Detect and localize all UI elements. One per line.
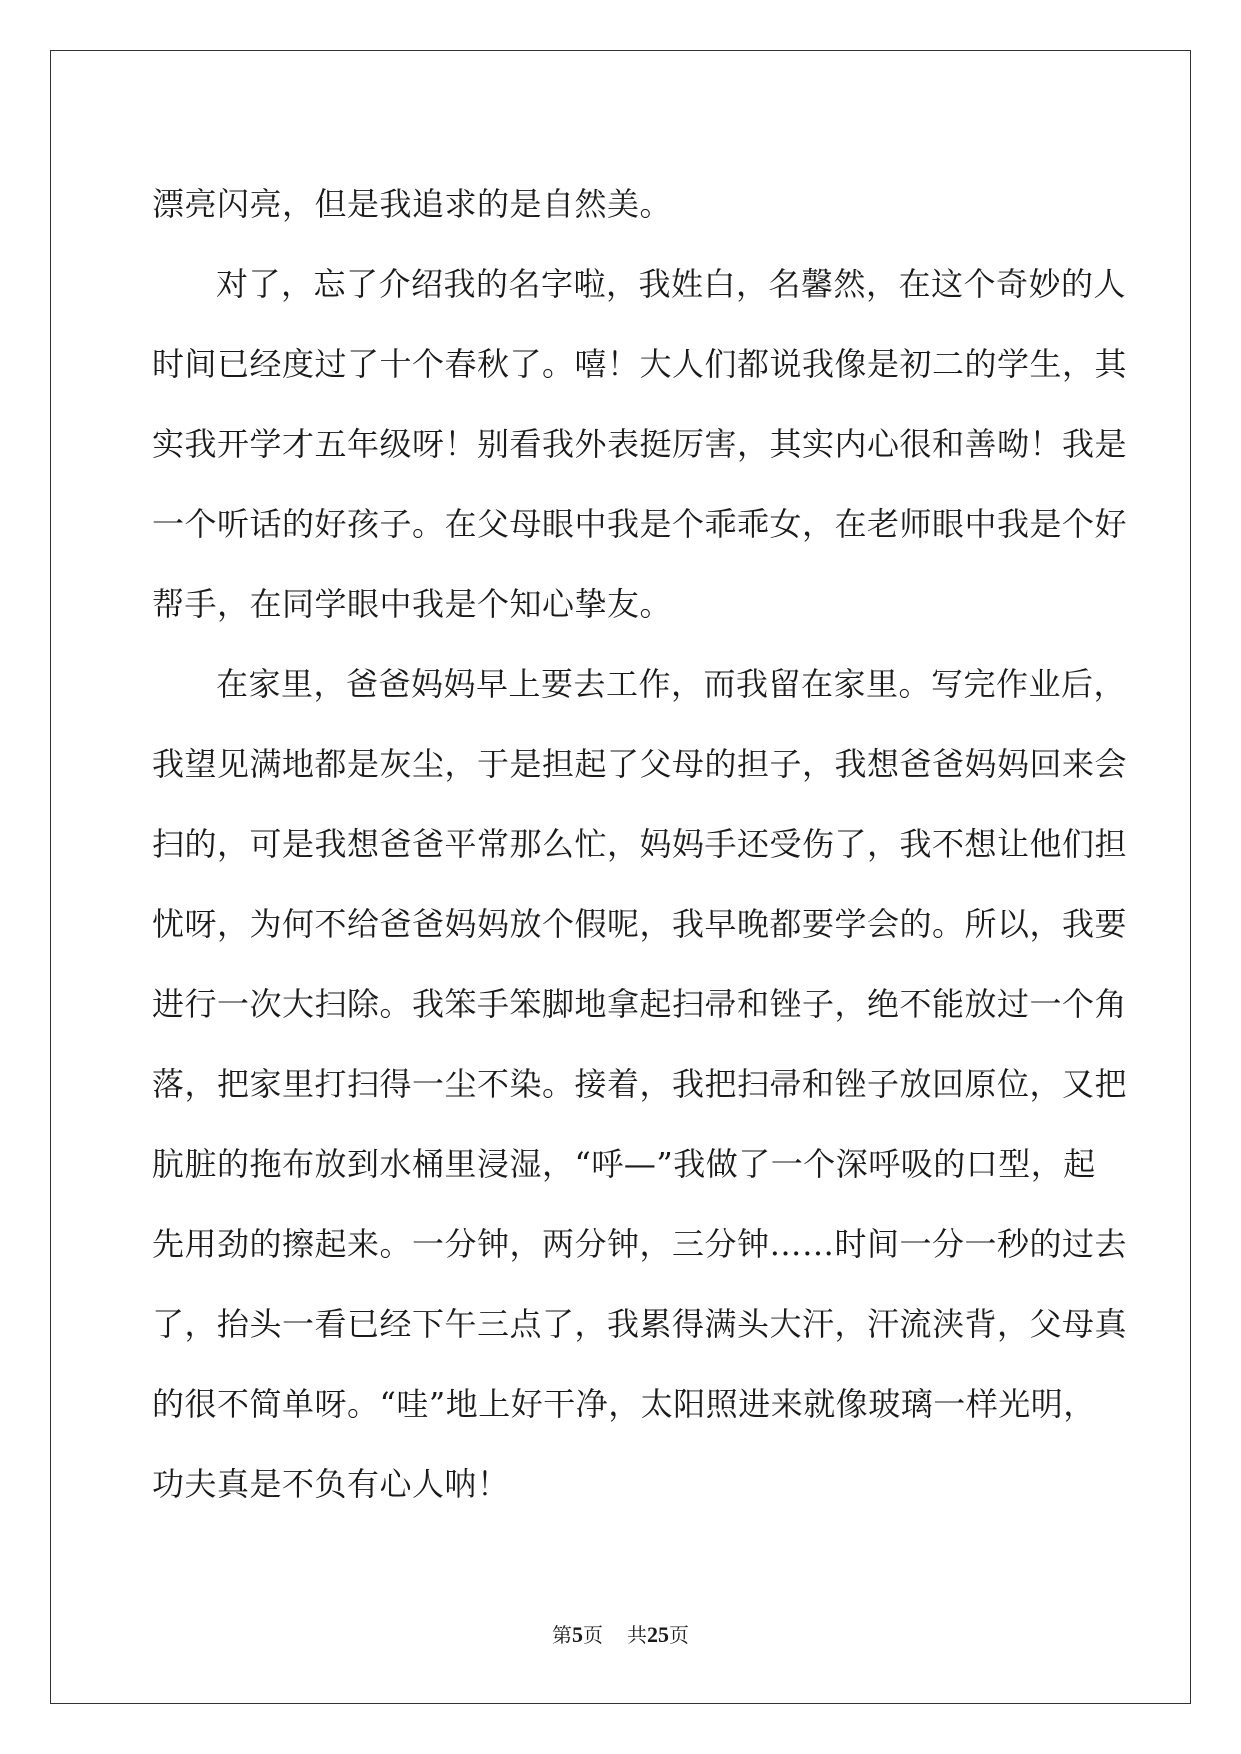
total-prefix: 共	[627, 1623, 647, 1647]
text-line: 一个听话的好孩子。在父母眼中我是个乖乖女，在老师眼中我是个好	[152, 505, 1128, 543]
body-text	[152, 164, 1128, 1524]
text-line: 我望见满地都是灰尘，于是担起了父母的担子，我想爸爸妈妈回来会	[152, 745, 1128, 783]
page-prefix: 第	[552, 1623, 572, 1647]
text-line: 扫的，可是我想爸爸平常那么忙，妈妈手还受伤了，我不想让他们担	[152, 825, 1128, 863]
text-line: 先用劲的擦起来。一分钟，两分钟，三分钟……时间一分一秒的过去	[152, 1225, 1128, 1263]
text-line: 忧呀，为何不给爸爸妈妈放个假呢，我早晚都要学会的。所以，我要	[152, 905, 1128, 943]
text-line: 对了，忘了介绍我的名字啦，我姓白，名馨然，在这个奇妙的人	[216, 265, 1127, 303]
text-line: 了，抬头一看已经下午三点了，我累得满头大汗，汗流浃背，父母真	[152, 1305, 1128, 1343]
text-line: 功夫真是不负有心人呐！	[152, 1465, 510, 1503]
text-line: 时间已经度过了十个春秋了。嘻！大人们都说我像是初二的学生，其	[152, 345, 1128, 383]
text-line: 帮手，在同学眼中我是个知心挚友。	[152, 585, 673, 623]
text-line: 的很不简单呀。“哇”地上好干净，太阳照进来就像玻璃一样光明，	[152, 1385, 1096, 1423]
text-line: 进行一次大扫除。我笨手笨脚地拿起扫帚和锉子，绝不能放过一个角	[152, 985, 1128, 1023]
total-pages: 25	[647, 1622, 669, 1647]
page-number: 5	[572, 1622, 583, 1647]
text-line: 在家里，爸爸妈妈早上要去工作，而我留在家里。写完作业后，	[216, 665, 1127, 703]
text-line: 漂亮闪亮，但是我追求的是自然美。	[152, 185, 673, 223]
page-suffix: 页	[583, 1623, 603, 1647]
page-footer	[0, 1620, 1241, 1650]
total-suffix: 页	[669, 1623, 689, 1647]
text-line: 落，把家里打扫得一尘不染。接着，我把扫帚和锉子放回原位，又把	[152, 1065, 1128, 1103]
text-line: 肮脏的拖布放到水桶里浸湿，“呼—”我做了一个深呼吸的口型，起	[152, 1145, 1096, 1183]
text-line: 实我开学才五年级呀！别看我外表挺厉害，其实内心很和善呦！我是	[152, 425, 1128, 463]
